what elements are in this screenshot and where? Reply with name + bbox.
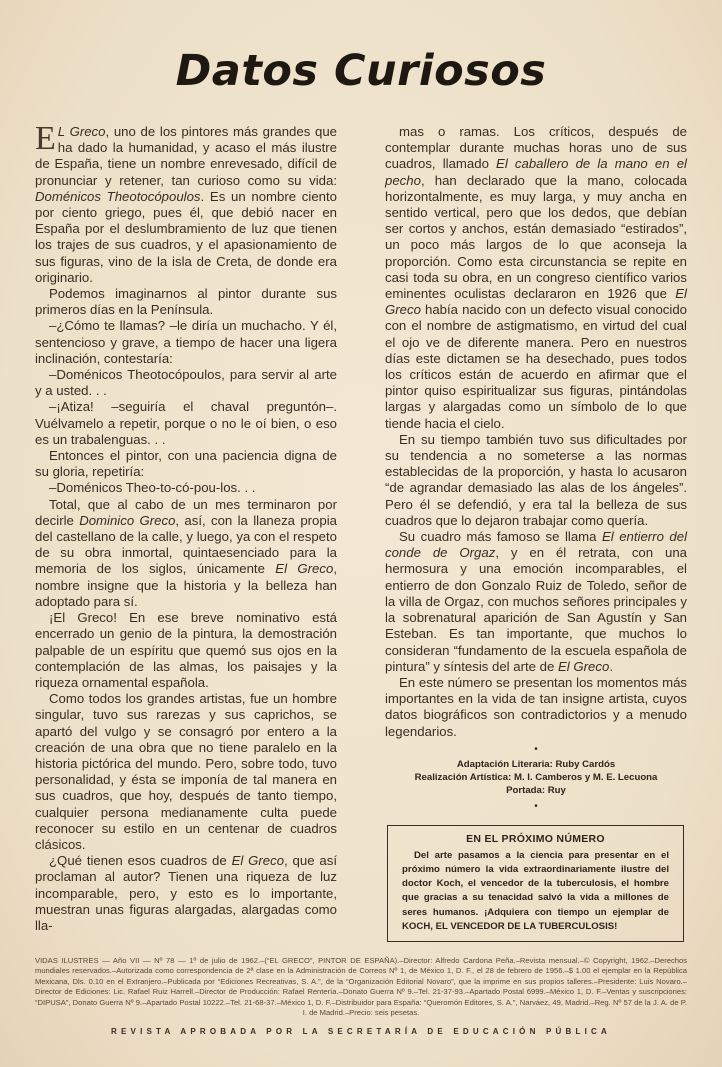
paragraph-text: , han declarado que la mano, colocada horizontalmente, es muy larga, y muy ancha en sentido vertical, pero que los dedos, que debían ser cortos y anchos, están demasiado “estirados”, un poco más largos de lo que aconseja la proporción. Como esta circunstancia se repite en casi toda su obra, en un congreso científico varios eminentes oculistas declararon en 1926 que xyxy=(385,172,687,302)
paragraph-text: –¿Cómo te llamas? –le diría un muchacho. Y él, sentencioso y grave, a tiempo de hacer una ligera inclinación, contestaría: xyxy=(35,318,337,366)
credit-cover: Portada: Ruy xyxy=(506,784,566,796)
imprint-footer: VIDAS ILUSTRES — Año VII — Nº 78 — 1º de julio de 1962.–(“EL GRECO”, PINTOR DE ESPAÑA).–Director: Alfredo Cardona Peña.–Revista mensual.–© Copyright, 1962.–Derechos mundiales reservados.–Autorizada como correspondencia de 2ª clase en la Administración de Correos Nº 1, de México 1, D. F., el 28 de febrero de 1956.–$ 1.00 el ejemplar en la República Mexicana, Dls. 0.10 en el Extranjero.–Publicada por “Ediciones Recreativas, S. A.”, de la “Organización Editorial Novaro”, que la imprime en sus propios talleres.–Presidente: Luis Novaro.–Director de Ediciones: Lic. Rafael Ruiz Harrell.–Director de Producción: Rafael Rentería.–Donato Guerra Nº 9.–Tel. 21-37-93.–Apartado Postal 6999.–México 1, D. F.–Ventas y suscripciones: “DIPUSA”, Donato Guerra Nº 9.–Apartado Postal 10222.–Tel. 21-68-37.–México 1, D. F.–Distribuidor para España: “Queromón Editores, S. A.”, Narváez, 49, Madrid.–Reg. Nº 57 de la J. A. de P. I. de Madrid.–Precio: seis pesetas. xyxy=(35,955,687,1017)
article-paragraph xyxy=(35,853,337,934)
italic-title-text: El Greco xyxy=(275,561,334,577)
paragraph-text: En su tiempo también tuvo sus dificultades por su tendencia a no someterse a las normas establecidas de la proporción, y hasta lo acusaron “de agrandar demasiado las alas de los ángeles”. Pero él se defendió, y era tal la belleza de sus cuadros que lo dejaron trabajar como quería. xyxy=(385,431,687,528)
credits xyxy=(385,758,687,797)
article-paragraph xyxy=(385,529,687,675)
paragraph-text: En este número se presentan los momentos más importantes en la vida de tan insigne artista, cuyos datos biográficos son contradictorios y a menudo legendarios. xyxy=(385,674,687,739)
paragraph-text: mas o ramas. Los críticos, después de contemplar durante muchas horas uno de sus cuadros, llamado xyxy=(385,124,687,172)
paragraph-text: Su cuadro más famoso se llama xyxy=(399,529,602,545)
separator-dot: • xyxy=(534,743,538,755)
article-paragraph xyxy=(35,120,337,286)
page-title: Datos Curiosos xyxy=(175,46,547,96)
paragraph-text: había nacido con un defecto visual conocido con el nombre de astigmatismo, en virtud del cual el ojo ve de diferente manera. Pero en nuestros días este dictamen se ha desechado, pues todos los críticos están de acuerdo en afirmar que el pintor quiso espiritualizar sus figuras, pintándolas largas y alargadas como un símbolo de lo que tiende hacia el cielo. xyxy=(385,302,687,431)
paragraph-text: , nombre insigne que la historia y la belleza han adoptado para sí. xyxy=(35,561,337,609)
right-column-body xyxy=(385,124,687,740)
paragraph-text: , así, con la llaneza propia del castellano de la calle, y luego, ya con el respeto de su obra inmortal, quintaesenciado para la memoria de los siglos, únicamente xyxy=(35,512,337,577)
italic-title-text: Dominico Greco xyxy=(79,512,176,528)
article-paragraph xyxy=(35,399,337,448)
article-paragraph xyxy=(35,480,337,496)
paragraph-text: , que así proclaman al autor? Tienen una riqueza de luz incomparable, pero, y esto es lo importante, muestran unas figuras alargadas, alargadas como lla- xyxy=(35,853,337,933)
italic-title-text: El Greco xyxy=(231,853,285,869)
italic-title-text: El Greco xyxy=(558,658,610,674)
paragraph-text: . xyxy=(609,658,613,674)
italic-title-text: El entierro del conde de Orgaz xyxy=(385,529,687,561)
next-issue-text: Del arte pasamos a la ciencia para presentar en el próximo número la vida extraordinariamente ilustre del doctor Koch, el vencedor de la tuberculosis, el hombre que gracias a su tenacidad salvó la vida a millones de seres humanos. ¡Adquiera con tiempo un ejemplar de KOCH, EL VENCEDOR DE LA TUBERCULOSIS! xyxy=(402,849,669,932)
italic-title-text: Doménicos Theotocópoulos xyxy=(35,188,201,204)
article-right-column xyxy=(385,124,687,942)
italic-title-text: El Greco xyxy=(385,286,687,318)
paragraph-text: . Es un nombre ciento por ciento griego, pues él, que debió nacer en España por el deslumbramiento de luz que tienen los trajes de sus cuadros, y el apasionamiento de sus figuras, vino de la isla de Creta, de donde era originario. xyxy=(35,188,337,285)
next-issue-box xyxy=(387,825,684,942)
credit-adaptation: Adaptación Literaria: Ruby Cardós xyxy=(456,758,616,770)
separator-dot: • xyxy=(534,800,538,812)
drop-cap: E xyxy=(35,120,56,157)
italic-title-text: El caballero de la mano en el pecho xyxy=(385,156,687,188)
article-paragraph xyxy=(35,691,337,853)
next-issue-heading: EN EL PRÓXIMO NÚMERO xyxy=(466,832,605,845)
article-paragraph xyxy=(35,367,337,399)
paragraph-text: , uno de los pintores más grandes que ha dado la humanidad, y acaso el más ilustre de España, tiene un nombre enrevesado, difícil de pronunciar y retener, tan curioso como su vida: xyxy=(35,124,337,188)
article-paragraph xyxy=(35,318,337,367)
article-paragraph xyxy=(385,675,687,740)
article-paragraph xyxy=(385,432,687,529)
italic-title-text: L Greco xyxy=(57,124,106,139)
paragraph-text: Como todos los grandes artistas, fue un hombre singular, tuvo sus rarezas y sus caprichos, se apartó del vulgo y se consagró por entero a la creación de una obra que no tiene paralelo en la historia pictórica del mundo. Pero, sobre todo, tuvo personalidad, y ésta se imponía de tal manera en sus cuadros, que hoy, después de tanto tiempo, cualquier persona medianamente culta puede reconocer su estilo en un centenar de cuadros clásicos. xyxy=(35,691,337,852)
paragraph-text: , y en él retrata, con una hermosura y una emoción incomparables, el entierro de don Gonzalo Ruiz de Toledo, señor de la villa de Orgaz, con muchos señores principales y la sobrenatural aparición de San Agustín y San Esteban. Es tan importante, que muchos lo consideran “fundamento de la escuela española de pintura” y síntesis del arte de xyxy=(385,545,687,674)
paragraph-text: ¿Qué tienen esos cuadros de xyxy=(49,853,232,869)
paragraph-text: Podemos imaginarnos al pintor durante sus primeros días en la Península. xyxy=(35,286,337,318)
credit-art: Realización Artística: M. I. Camberos y M. E. Lecuona xyxy=(414,771,658,783)
article-left-column xyxy=(35,120,337,934)
paragraph-text: ¡El Greco! En ese breve nominativo está encerrado un genio de la pintura, la demostración palpable de un espíritu que quemó sus ojos en la contemplación de las almas, los paisajes y la riqueza ornamental española. xyxy=(35,610,337,690)
article-paragraph xyxy=(35,448,337,480)
article-paragraph xyxy=(385,124,687,432)
paragraph-text: –Doménicos Theo-to-có-pou-los. . . xyxy=(49,480,256,496)
paragraph-text: Total, que al cabo de un mes terminaron por decirle xyxy=(35,496,337,528)
paragraph-text: –Doménicos Theotocópoulos, para servir al arte y a usted. . . xyxy=(35,367,337,399)
article-paragraph xyxy=(35,610,337,691)
article-paragraph xyxy=(35,497,337,610)
article-columns xyxy=(35,120,687,942)
article-paragraph xyxy=(35,286,337,318)
approval-line: REVISTA APROBADA POR LA SECRETARÍA DE EDUCACIÓN PÚBLICA xyxy=(111,1027,611,1037)
paragraph-text: Entonces el pintor, con una paciencia digna de su gloria, repetiría: xyxy=(35,448,337,480)
paragraph-text: –¡Atiza! –seguiría el chaval preguntón–. Vuélvamelo a repetir, porque o no le oí bien, o eso es un trabalenguas. . . xyxy=(35,399,337,447)
